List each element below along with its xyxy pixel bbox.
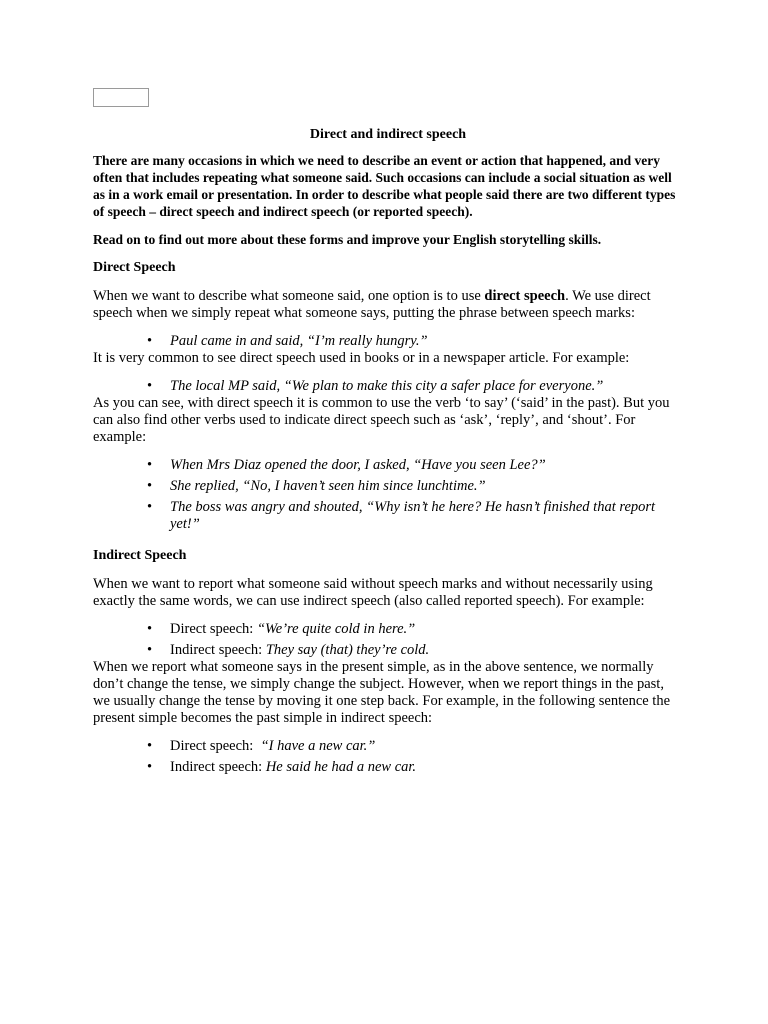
- empty-box: [93, 88, 149, 107]
- list-item: [147, 738, 683, 755]
- direct-speech-heading: Direct Speech: [93, 260, 176, 275]
- indirect-example-list-1: [93, 621, 683, 659]
- bullet-icon: •: [147, 621, 153, 637]
- bullet-icon: •: [147, 499, 153, 515]
- example-text: She replied, “No, I haven’t seen him since lunchtime.”: [170, 478, 486, 494]
- indirect-speech-paragraph-2: When we report what someone says in the present simple, as in the above sentence, we normally don’t change the tense, we simply change the subject. However, when we report things in the past, we usually change the tense by moving it one step back. For example, in the following sentence the present simple becomes the past simple in indirect speech:: [93, 659, 671, 726]
- example-text: “I have a new car.”: [260, 738, 376, 754]
- list-item: [147, 478, 683, 495]
- direct-example-list-2: [93, 378, 683, 395]
- direct-example-list-3: [93, 457, 683, 533]
- list-item: [147, 642, 683, 659]
- read-on-paragraph: Read on to find out more about these forms and improve your English storytelling skills.: [93, 232, 602, 247]
- direct-p1-text-b: . We use direct speech when we simply repeat what someone says, putting the phrase between speech marks:: [93, 288, 651, 321]
- list-item: [147, 457, 683, 474]
- bullet-icon: •: [147, 759, 153, 775]
- bullet-icon: •: [147, 333, 153, 349]
- indirect-speech-heading: Indirect Speech: [93, 548, 187, 563]
- direct-speech-paragraph-2: It is very common to see direct speech used in books or in a newspaper article. For example:: [93, 350, 630, 366]
- example-text: “We’re quite cold in here.”: [256, 621, 416, 637]
- bullet-icon: •: [147, 738, 153, 754]
- example-label: Indirect speech:: [170, 759, 266, 775]
- intro-paragraph: There are many occasions in which we need to describe an event or action that happened, and very often that includes repeating what someone said. Such occasions can include a social situation as well as in a work email or presentation. In order to describe what people said there are two different types of speech – direct speech and indirect speech (or reported speech).: [93, 153, 676, 219]
- example-label: Direct speech:: [170, 738, 261, 754]
- example-label: Indirect speech:: [170, 642, 266, 658]
- indirect-speech-paragraph-1: When we want to report what someone said without speech marks and without necessarily using exactly the same words, we can use indirect speech (also called reported speech). For example:: [93, 576, 653, 609]
- direct-speech-paragraph-1: [93, 288, 683, 322]
- example-text: He said he had a new car.: [265, 759, 417, 775]
- example-text: Paul came in and said, “I’m really hungry.”: [170, 333, 428, 349]
- document-title: Direct and indirect speech: [309, 127, 467, 142]
- direct-p1-text-a: When we want to describe what someone said, one option is to use: [93, 288, 485, 304]
- example-text: When Mrs Diaz opened the door, I asked, “Have you seen Lee?”: [170, 457, 546, 473]
- bullet-icon: •: [147, 378, 153, 394]
- example-text: The local MP said, “We plan to make this city a safer place for everyone.”: [170, 378, 604, 394]
- direct-speech-paragraph-3: As you can see, with direct speech it is common to use the verb ‘to say’ (‘said’ in the past). But you can also find other verbs used to indicate direct speech such as ‘ask’, ‘reply’, and ‘shout’. For example:: [93, 395, 670, 445]
- list-item: [147, 378, 683, 395]
- indirect-example-list-2: [93, 738, 683, 776]
- direct-example-list-1: [93, 333, 683, 350]
- bullet-icon: •: [147, 457, 153, 473]
- list-item: [147, 499, 683, 533]
- document-content: [93, 126, 683, 776]
- example-text: The boss was angry and shouted, “Why isn’t he here? He hasn’t finished that report yet!”: [170, 499, 656, 532]
- direct-p1-bold: direct speech: [484, 288, 566, 304]
- list-item: [147, 621, 683, 638]
- bullet-icon: •: [147, 642, 153, 658]
- example-text: They say (that) they’re cold.: [265, 642, 430, 658]
- bullet-icon: •: [147, 478, 153, 494]
- list-item: [147, 333, 683, 350]
- example-label: Direct speech:: [170, 621, 257, 637]
- list-item: [147, 759, 683, 776]
